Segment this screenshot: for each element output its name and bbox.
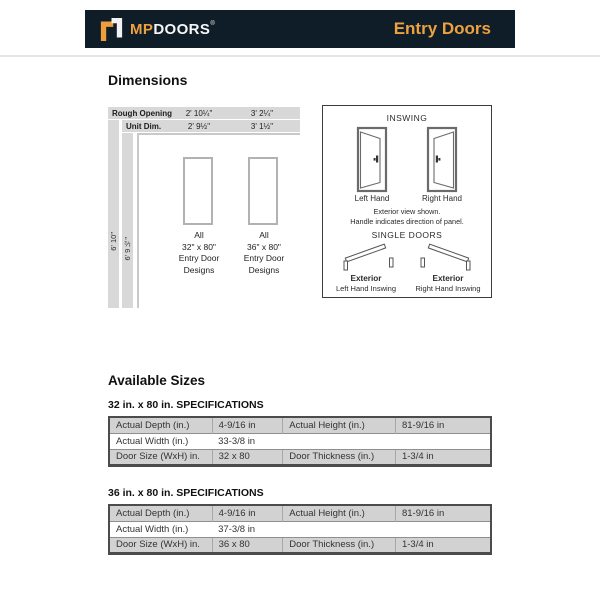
spec-value: 33-3/8 in xyxy=(212,433,283,449)
spec-value: 4-9/16 in xyxy=(212,417,283,433)
caption-line: 36" x 80" xyxy=(247,241,281,252)
unit-dim-height: 6' 9½" xyxy=(123,237,132,261)
caption-line: Designs xyxy=(183,264,215,275)
spec-label: Actual Height (in.) xyxy=(283,505,396,521)
table-row xyxy=(109,537,491,553)
spec-value: 1-3/4 in xyxy=(395,537,491,553)
brand-logo xyxy=(100,17,215,42)
brand-name xyxy=(130,21,215,38)
spec-table-36 xyxy=(108,504,492,555)
exterior-view-note xyxy=(323,207,491,226)
spec-label: Actual Depth (in.) xyxy=(116,419,190,431)
spec-value: 1-3/4 in xyxy=(395,449,491,465)
rough-opening-width-36: 3' 2¼" xyxy=(250,109,274,118)
dimensions-heading: Dimensions xyxy=(108,72,188,88)
spec-label: Door Size (WxH) in. xyxy=(109,537,212,553)
spec-value xyxy=(395,433,491,449)
caption-line: Designs xyxy=(248,264,280,275)
rough-opening-height-bar xyxy=(108,120,119,308)
inswing-title: INSWING xyxy=(386,113,428,123)
unit-dim-label: Unit Dim. xyxy=(126,121,162,131)
registered-mark: ® xyxy=(210,20,216,27)
rough-opening-label: Rough Opening xyxy=(112,108,172,118)
spec-label xyxy=(283,521,396,537)
single-doors-title: SINGLE DOORS xyxy=(371,230,443,240)
spec-value: 81-9/16 in xyxy=(395,417,491,433)
door-36-outline xyxy=(248,157,278,225)
door-32-caption xyxy=(163,230,235,276)
spec-value: 36 x 80 xyxy=(212,537,283,553)
spec-table-32 xyxy=(108,416,492,467)
spec-label xyxy=(283,433,396,449)
spec-title-36: 36 in. x 80 in. SPECIFICATIONS xyxy=(108,487,264,499)
single-doors-illustration xyxy=(323,241,491,275)
door-32-outline xyxy=(183,157,213,225)
right-inswing-caption xyxy=(407,274,489,293)
table-row xyxy=(109,521,491,537)
caption-line: Entry Door xyxy=(178,253,220,263)
left-hand-label: Left Hand xyxy=(354,194,390,203)
table-row xyxy=(109,505,491,521)
available-sizes-heading: Available Sizes xyxy=(108,373,206,388)
spec-value xyxy=(395,521,491,537)
spec-label: Door Size (WxH) in. xyxy=(109,449,212,465)
unit-dim-width-36: 3' 1½" xyxy=(250,122,274,131)
header-divider xyxy=(0,55,600,57)
page-title: Entry Doors xyxy=(393,19,491,38)
brand-mp-text: MP xyxy=(130,20,154,38)
unit-dim-height-bar xyxy=(122,133,133,308)
note-line-2: Handle indicates direction of panel. xyxy=(350,216,464,226)
caption-line: All xyxy=(259,230,269,240)
right-door-handle-icon xyxy=(436,156,438,163)
door-36-caption xyxy=(228,230,300,276)
rough-opening-bar xyxy=(108,107,300,119)
unit-dim-width-32: 2' 9½" xyxy=(187,122,211,131)
spec-label: Actual Depth (in.) xyxy=(116,507,190,519)
spec-label: Actual Height (in.) xyxy=(283,417,396,433)
spec-label: Actual Width (in.) xyxy=(109,521,212,537)
caption-line: 32" x 80" xyxy=(182,241,216,252)
table-row xyxy=(109,417,491,433)
right-inswing-label: Right Hand Inswing xyxy=(415,283,481,293)
spec-value: 4-9/16 in xyxy=(212,505,283,521)
unit-dim-bar xyxy=(122,120,300,132)
caption-line: All xyxy=(194,230,204,240)
mpdoors-logo-icon xyxy=(100,17,123,42)
rough-opening-height: 6' 10" xyxy=(109,232,118,251)
swing-direction-panel xyxy=(322,105,492,298)
note-line-1: Exterior view shown. xyxy=(373,207,441,216)
spec-value: 37-3/8 in xyxy=(212,521,283,537)
table-row xyxy=(109,433,491,449)
left-door-handle-icon xyxy=(376,156,378,163)
table-row xyxy=(109,449,491,465)
rough-opening-width-32: 2' 10¼" xyxy=(185,109,213,118)
left-inswing-label: Left Hand Inswing xyxy=(335,283,397,293)
exterior-label: Exterior xyxy=(350,274,382,283)
spec-label: Actual Width (in.) xyxy=(109,433,212,449)
brand-doors-text: DOORS xyxy=(153,20,211,38)
spec-title-32: 32 in. x 80 in. SPECIFICATIONS xyxy=(108,399,264,411)
header-bar xyxy=(85,10,515,48)
right-hand-label: Right Hand xyxy=(421,194,463,203)
exterior-label: Exterior xyxy=(432,274,464,283)
spec-value: 32 x 80 xyxy=(212,449,283,465)
left-inswing-caption xyxy=(325,274,407,293)
spec-value: 81-9/16 in xyxy=(395,505,491,521)
inswing-doors-illustration xyxy=(323,124,491,196)
caption-line: Entry Door xyxy=(243,253,285,263)
spec-label: Door Thickness (in.) xyxy=(283,449,396,465)
dimensions-diagram xyxy=(108,105,308,315)
spec-label: Door Thickness (in.) xyxy=(283,537,396,553)
